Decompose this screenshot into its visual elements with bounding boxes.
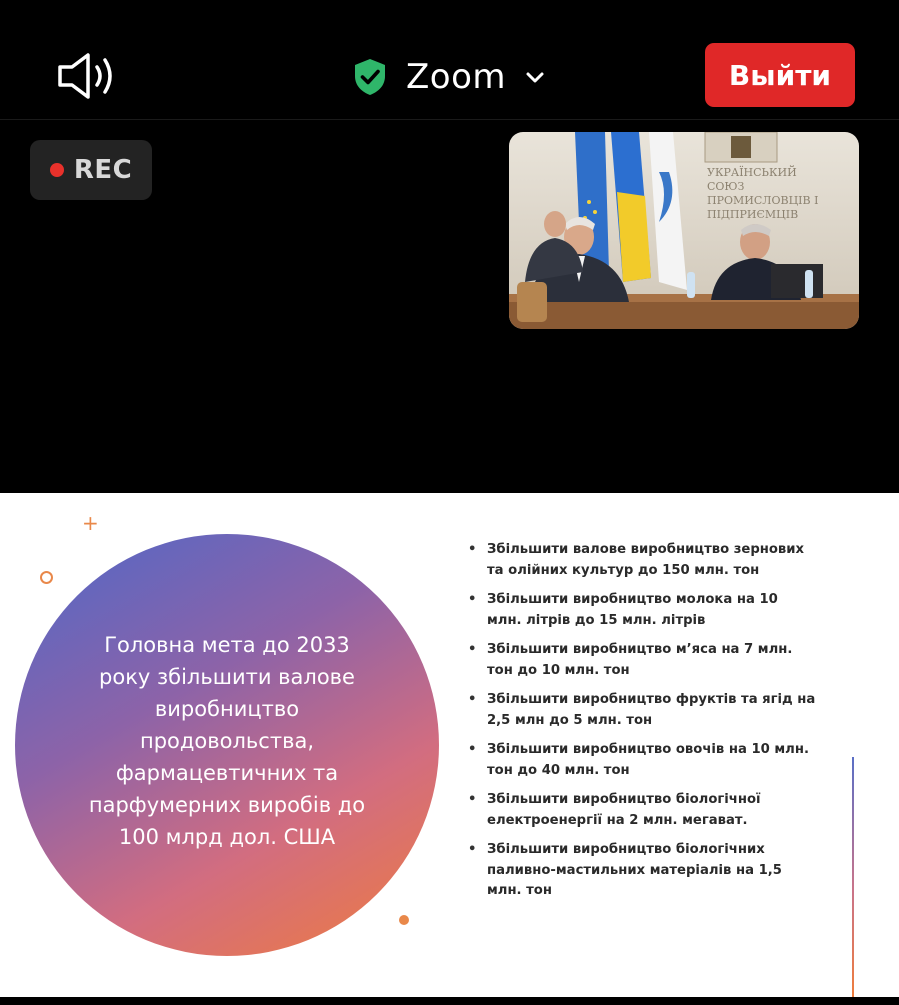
meeting-title-dropdown[interactable] [352,52,546,102]
shield-check-icon [352,57,388,97]
targets-list [466,540,816,911]
meeting-header [0,0,899,120]
list-item: • Збільшити виробництво фруктів та ягід на 2,5 млн до 5 млн. тон [466,690,816,731]
app-title: Zoom [406,57,507,97]
goal-circle [15,534,439,956]
list-item: • Збільшити виробництво молока на 10 млн. літрів до 15 млн. літрів [466,590,816,631]
main-goal-text: Головна мета до 2033 року збільшити валове виробництво продовольства, фармацевтичних та парфумерних виробів до 100 млрд дол. США [88,633,366,849]
backdrop-text-2: СОЮЗ [707,180,745,193]
list-item: • Збільшити валове виробництво зернових та олійних культур до 150 млн. тон [466,540,816,581]
backdrop-text-1: УКРАЇНСЬКИЙ [707,166,797,179]
record-dot-icon [50,163,64,177]
exit-button[interactable]: Выйти [705,43,855,107]
recording-badge[interactable] [30,140,152,200]
speaker-icon[interactable] [52,48,118,104]
recording-label: REC [73,155,133,185]
backdrop-text-4: ПІДПРИЄМЦІВ [707,208,799,221]
backdrop-text-3: ПРОМИСЛОВЦІВ І [707,194,819,207]
chevron-down-icon [524,67,546,89]
shared-slide [0,493,899,997]
list-item: • Збільшити виробництво овочів на 10 млн. тон до 40 млн. тон [466,740,816,781]
decor-ring-icon [40,571,53,584]
video-frame [509,132,859,329]
list-item: • Збільшити виробництво біологічної електроенергії на 2 млн. мегават. [466,790,816,831]
decor-vertical-line [852,757,854,997]
participant-video-tile[interactable] [509,132,859,329]
list-item: • Збільшити виробництво м’яса на 7 млн. тон до 10 млн. тон [466,640,816,681]
bottom-strip [0,997,899,1005]
list-item: • Збільшити виробництво біологічних паливно-мастильних матеріалів на 1,5 млн. тон [466,840,816,902]
decor-dot-icon [399,915,409,925]
decor-plus-icon: + [82,511,99,535]
